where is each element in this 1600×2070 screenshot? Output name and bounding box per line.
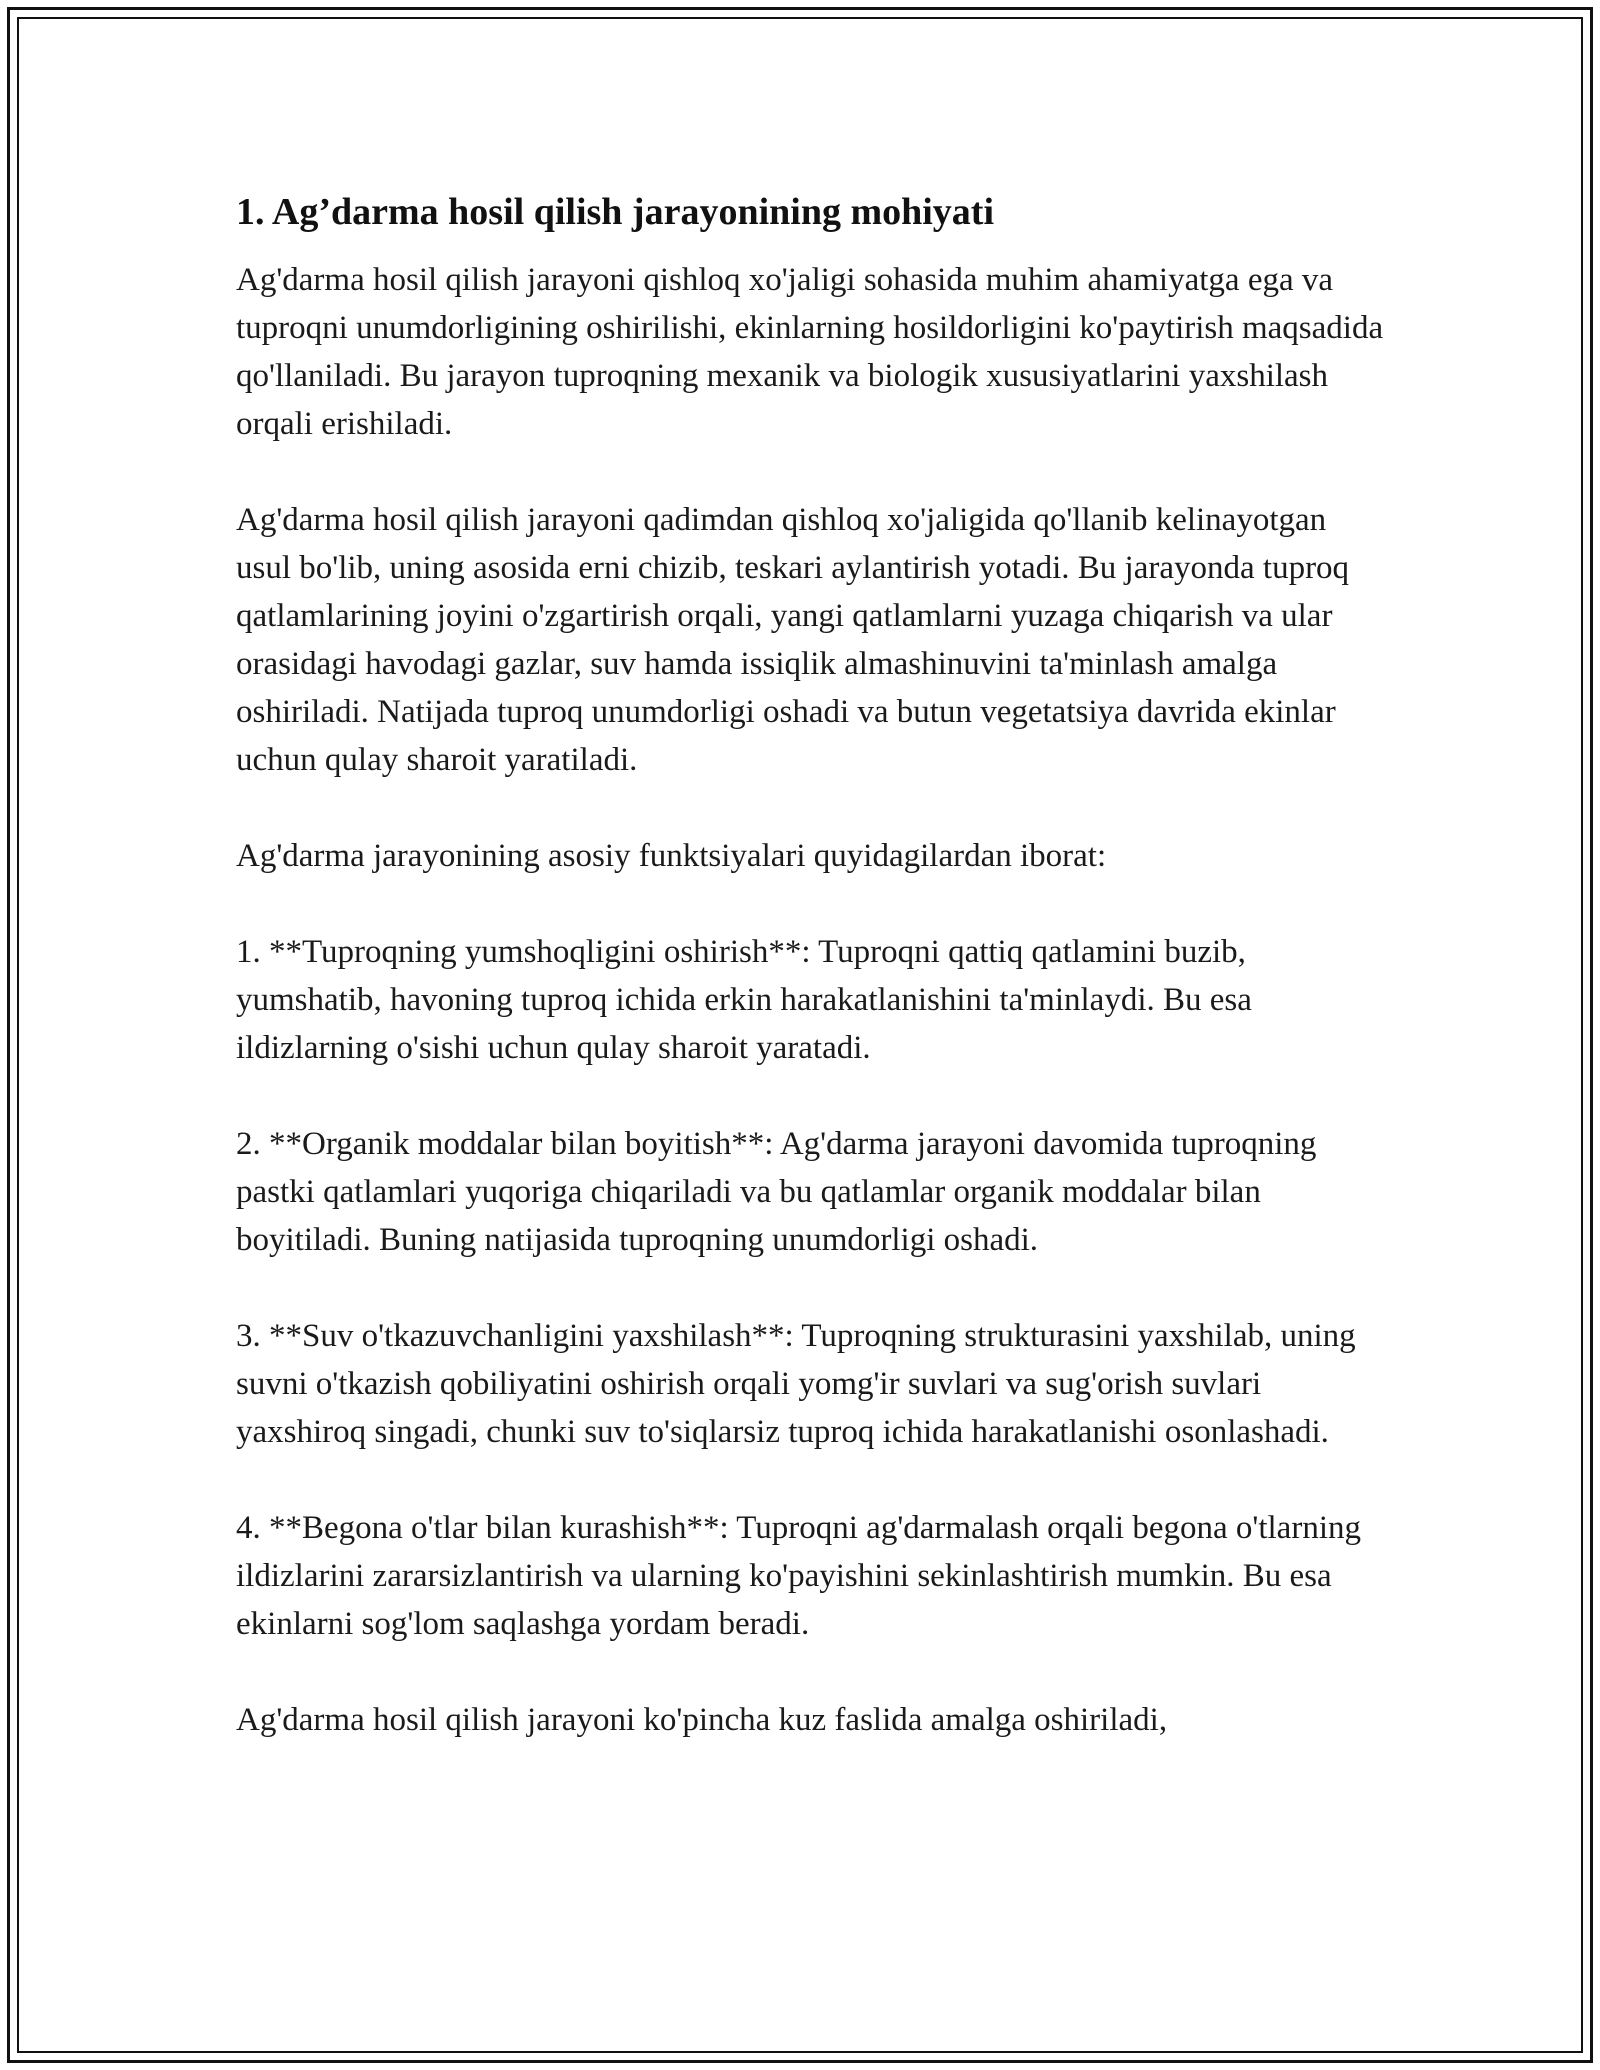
document-body	[236, 188, 1386, 1792]
list-item-organic: 2. **Organik moddalar bilan boyitish**: Ag'darma jarayoni davomida tuproqning pastki qatlamlari yuqoriga chiqariladi va bu qatlamlar organik moddalar bilan boyitiladi. Buning natijasida tuproqning unumdorligi oshadi.	[236, 1126, 1317, 1258]
paragraph-intro: Ag'darma hosil qilish jarayoni qishloq xo'jaligi sohasida muhim ahamiyatga ega va tuproqni unumdorligining oshirilishi, ekinlarning hosildorligini ko'paytirish maqsadida qo'llaniladi. Bu jarayon tuproqning mexanik va biologik xususiyatlarini yaxshilash orqali erishiladi.	[236, 262, 1384, 442]
section-heading: 1. Ag’darma hosil qilish jarayonining mohiyati	[236, 191, 995, 233]
list-item-weeds: 4. **Begona o'tlar bilan kurashish**: Tuproqni ag'darmalash orqali begona o'tlarning ildizlarini zararsizlantirish va ularning ko'payishini sekinlashtirish mumkin. Bu esa ekinlarni sog'lom saqlashga yordam beradi.	[236, 1510, 1361, 1642]
list-item-water: 3. **Suv o'tkazuvchanligini yaxshilash**: Tuproqning strukturasini yaxshilab, uning suvni o'tkazish qobiliyatini oshirish orqali yomg'ir suvlari va sug'orish suvlari yaxshiroq singadi, chunki suv to'siqlarsiz tuproq ichida harakatlanishi osonlashadi.	[236, 1318, 1356, 1450]
paragraph-functions-lead: Ag'darma jarayonining asosiy funktsiyalari quyidagilardan iborat:	[236, 838, 1107, 874]
paragraph-autumn: Ag'darma hosil qilish jarayoni ko'pincha kuz faslida amalga oshiriladi,	[236, 1702, 1168, 1738]
list-item-softness: 1. **Tuproqning yumshoqligini oshirish**: Tuproqni qattiq qatlamini buzib, yumshatib, havoning tuproq ichida erkin harakatlanishini ta'minlaydi. Bu esa ildizlarning o'sishi uchun qulay sharoit yaratadi.	[236, 934, 1252, 1066]
paragraph-history: Ag'darma hosil qilish jarayoni qadimdan qishloq xo'jaligida qo'llanib kelinayotgan usul bo'lib, uning asosida erni chizib, teskari aylantirish yotadi. Bu jarayonda tuproq qatlamlarining joyini o'zgartirish orqali, yangi qatlamlarni yuzaga chiqarish va ular orasidagi havodagi gazlar, suv hamda issiqlik almashinuvini ta'minlash amalga oshiriladi. Natijada tuproq unumdorligi oshadi va butun vegetatsiya davrida ekinlar uchun qulay sharoit yaratiladi.	[236, 502, 1350, 778]
